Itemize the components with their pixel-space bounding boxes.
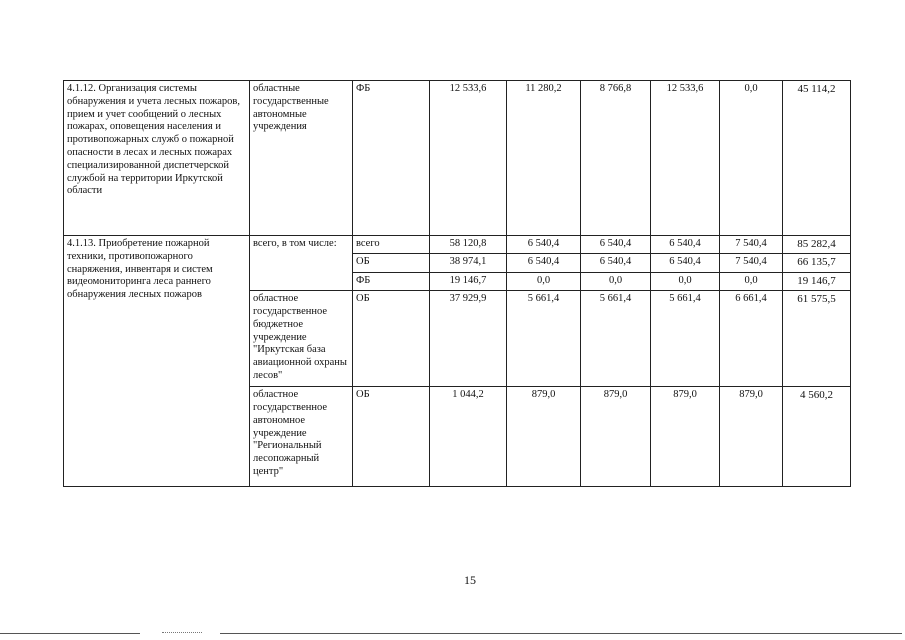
- source-cell: ФБ: [353, 272, 430, 290]
- activity-cell: 4.1.12. Организация системы обнаружения и учета лесных пожаров, прием и учет сообщений о лесных пожарах, оповещения населения и противопожарных служб о пожарной опасности в лесах и лесных пожарах специализированной диспетчерской службой на территории Иркутской области: [64, 81, 250, 236]
- source-cell: ОБ: [353, 387, 430, 487]
- source-cell: ОБ: [353, 291, 430, 387]
- executor-cell: всего, в том числе:: [250, 236, 353, 291]
- value-cell: 37 929,9: [430, 291, 507, 387]
- value-cell: 6 540,4: [651, 236, 720, 254]
- source-cell: ОБ: [353, 254, 430, 272]
- activity-cell: 4.1.13. Приобретение пожарной техники, противопожарного снаряжения, инвентаря и систем видеомониторинга леса раннего обнаружения лесных пожаров: [64, 236, 250, 487]
- value-cell: 879,0: [651, 387, 720, 487]
- value-cell: 0,0: [720, 272, 783, 290]
- value-cell: 12 533,6: [651, 81, 720, 236]
- table-row: [64, 236, 851, 254]
- value-cell: 12 533,6: [430, 81, 507, 236]
- value-cell: 6 540,4: [651, 254, 720, 272]
- value-cell: 38 974,1: [430, 254, 507, 272]
- total-cell: 85 282,4: [783, 236, 851, 254]
- source-cell: ФБ: [353, 81, 430, 236]
- value-cell: 19 146,7: [430, 272, 507, 290]
- total-cell: 19 146,7: [783, 272, 851, 290]
- page-number: 15: [464, 573, 476, 587]
- value-cell: 58 120,8: [430, 236, 507, 254]
- table-row: [64, 81, 851, 236]
- scan-edge-dots: [162, 632, 202, 635]
- value-cell: 5 661,4: [581, 291, 651, 387]
- source-cell: всего: [353, 236, 430, 254]
- total-cell: 66 135,7: [783, 254, 851, 272]
- value-cell: 8 766,8: [581, 81, 651, 236]
- value-cell: 0,0: [720, 81, 783, 236]
- total-cell: 4 560,2: [783, 387, 851, 487]
- total-cell: 61 575,5: [783, 291, 851, 387]
- value-cell: 7 540,4: [720, 236, 783, 254]
- value-cell: 0,0: [581, 272, 651, 290]
- value-cell: 6 540,4: [507, 236, 581, 254]
- value-cell: 6 661,4: [720, 291, 783, 387]
- value-cell: 0,0: [507, 272, 581, 290]
- value-cell: 879,0: [720, 387, 783, 487]
- value-cell: 6 540,4: [581, 236, 651, 254]
- value-cell: 11 280,2: [507, 81, 581, 236]
- value-cell: 5 661,4: [651, 291, 720, 387]
- executor-cell: областное государственное бюджетное учреждение "Иркутская база авиационной охраны лесов": [250, 291, 353, 387]
- value-cell: 6 540,4: [507, 254, 581, 272]
- value-cell: 7 540,4: [720, 254, 783, 272]
- executor-cell: областное государственное автономное учреждение "Региональный лесопожарный центр": [250, 387, 353, 487]
- executor-cell: областные государственные автономные учреждения: [250, 81, 353, 236]
- total-cell: 45 114,2: [783, 81, 851, 236]
- budget-table: [63, 80, 851, 487]
- value-cell: 879,0: [581, 387, 651, 487]
- value-cell: 879,0: [507, 387, 581, 487]
- value-cell: 5 661,4: [507, 291, 581, 387]
- scan-edge-line: [220, 633, 902, 634]
- scan-edge-line: [0, 633, 140, 634]
- value-cell: 0,0: [651, 272, 720, 290]
- value-cell: 6 540,4: [581, 254, 651, 272]
- value-cell: 1 044,2: [430, 387, 507, 487]
